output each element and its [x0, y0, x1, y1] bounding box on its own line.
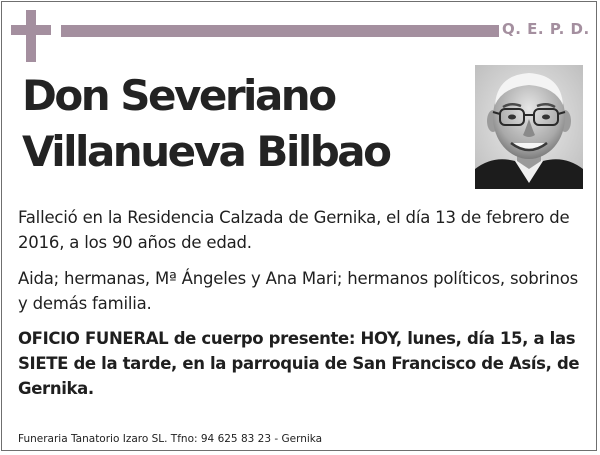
- rip-label: Q. E. P. D.: [502, 20, 590, 38]
- deceased-name-line2: Villanueva Bilbao: [22, 127, 390, 176]
- funeral-home-footer: Funeraria Tanatorio Izaro SL. Tfno: 94 625 83 23 - Gernika: [18, 433, 323, 445]
- cross-icon: [11, 10, 51, 62]
- deceased-name-line1: Don Severiano: [22, 71, 335, 120]
- cross-horizontal-bar: [11, 25, 51, 35]
- header-band: [61, 25, 499, 37]
- deceased-portrait: [475, 65, 583, 189]
- obituary-card: [1, 1, 597, 451]
- family-paragraph: Aida; hermanas, Mª Ángeles y Ana Mari; hermanos políticos, sobrinos y demás familia.: [18, 269, 579, 313]
- cross-vertical-bar: [26, 10, 36, 62]
- death-notice-paragraph: Falleció en la Residencia Calzada de Gernika, el día 13 de febrero de 2016, a los 90 años de edad.: [18, 208, 570, 252]
- funeral-paragraph: OFICIO FUNERAL de cuerpo presente: HOY, lunes, día 15, a las SIETE de la tarde, en la parroquia de San Francisco de Asís, de Gernika.: [18, 329, 580, 398]
- deceased-name: [22, 68, 462, 180]
